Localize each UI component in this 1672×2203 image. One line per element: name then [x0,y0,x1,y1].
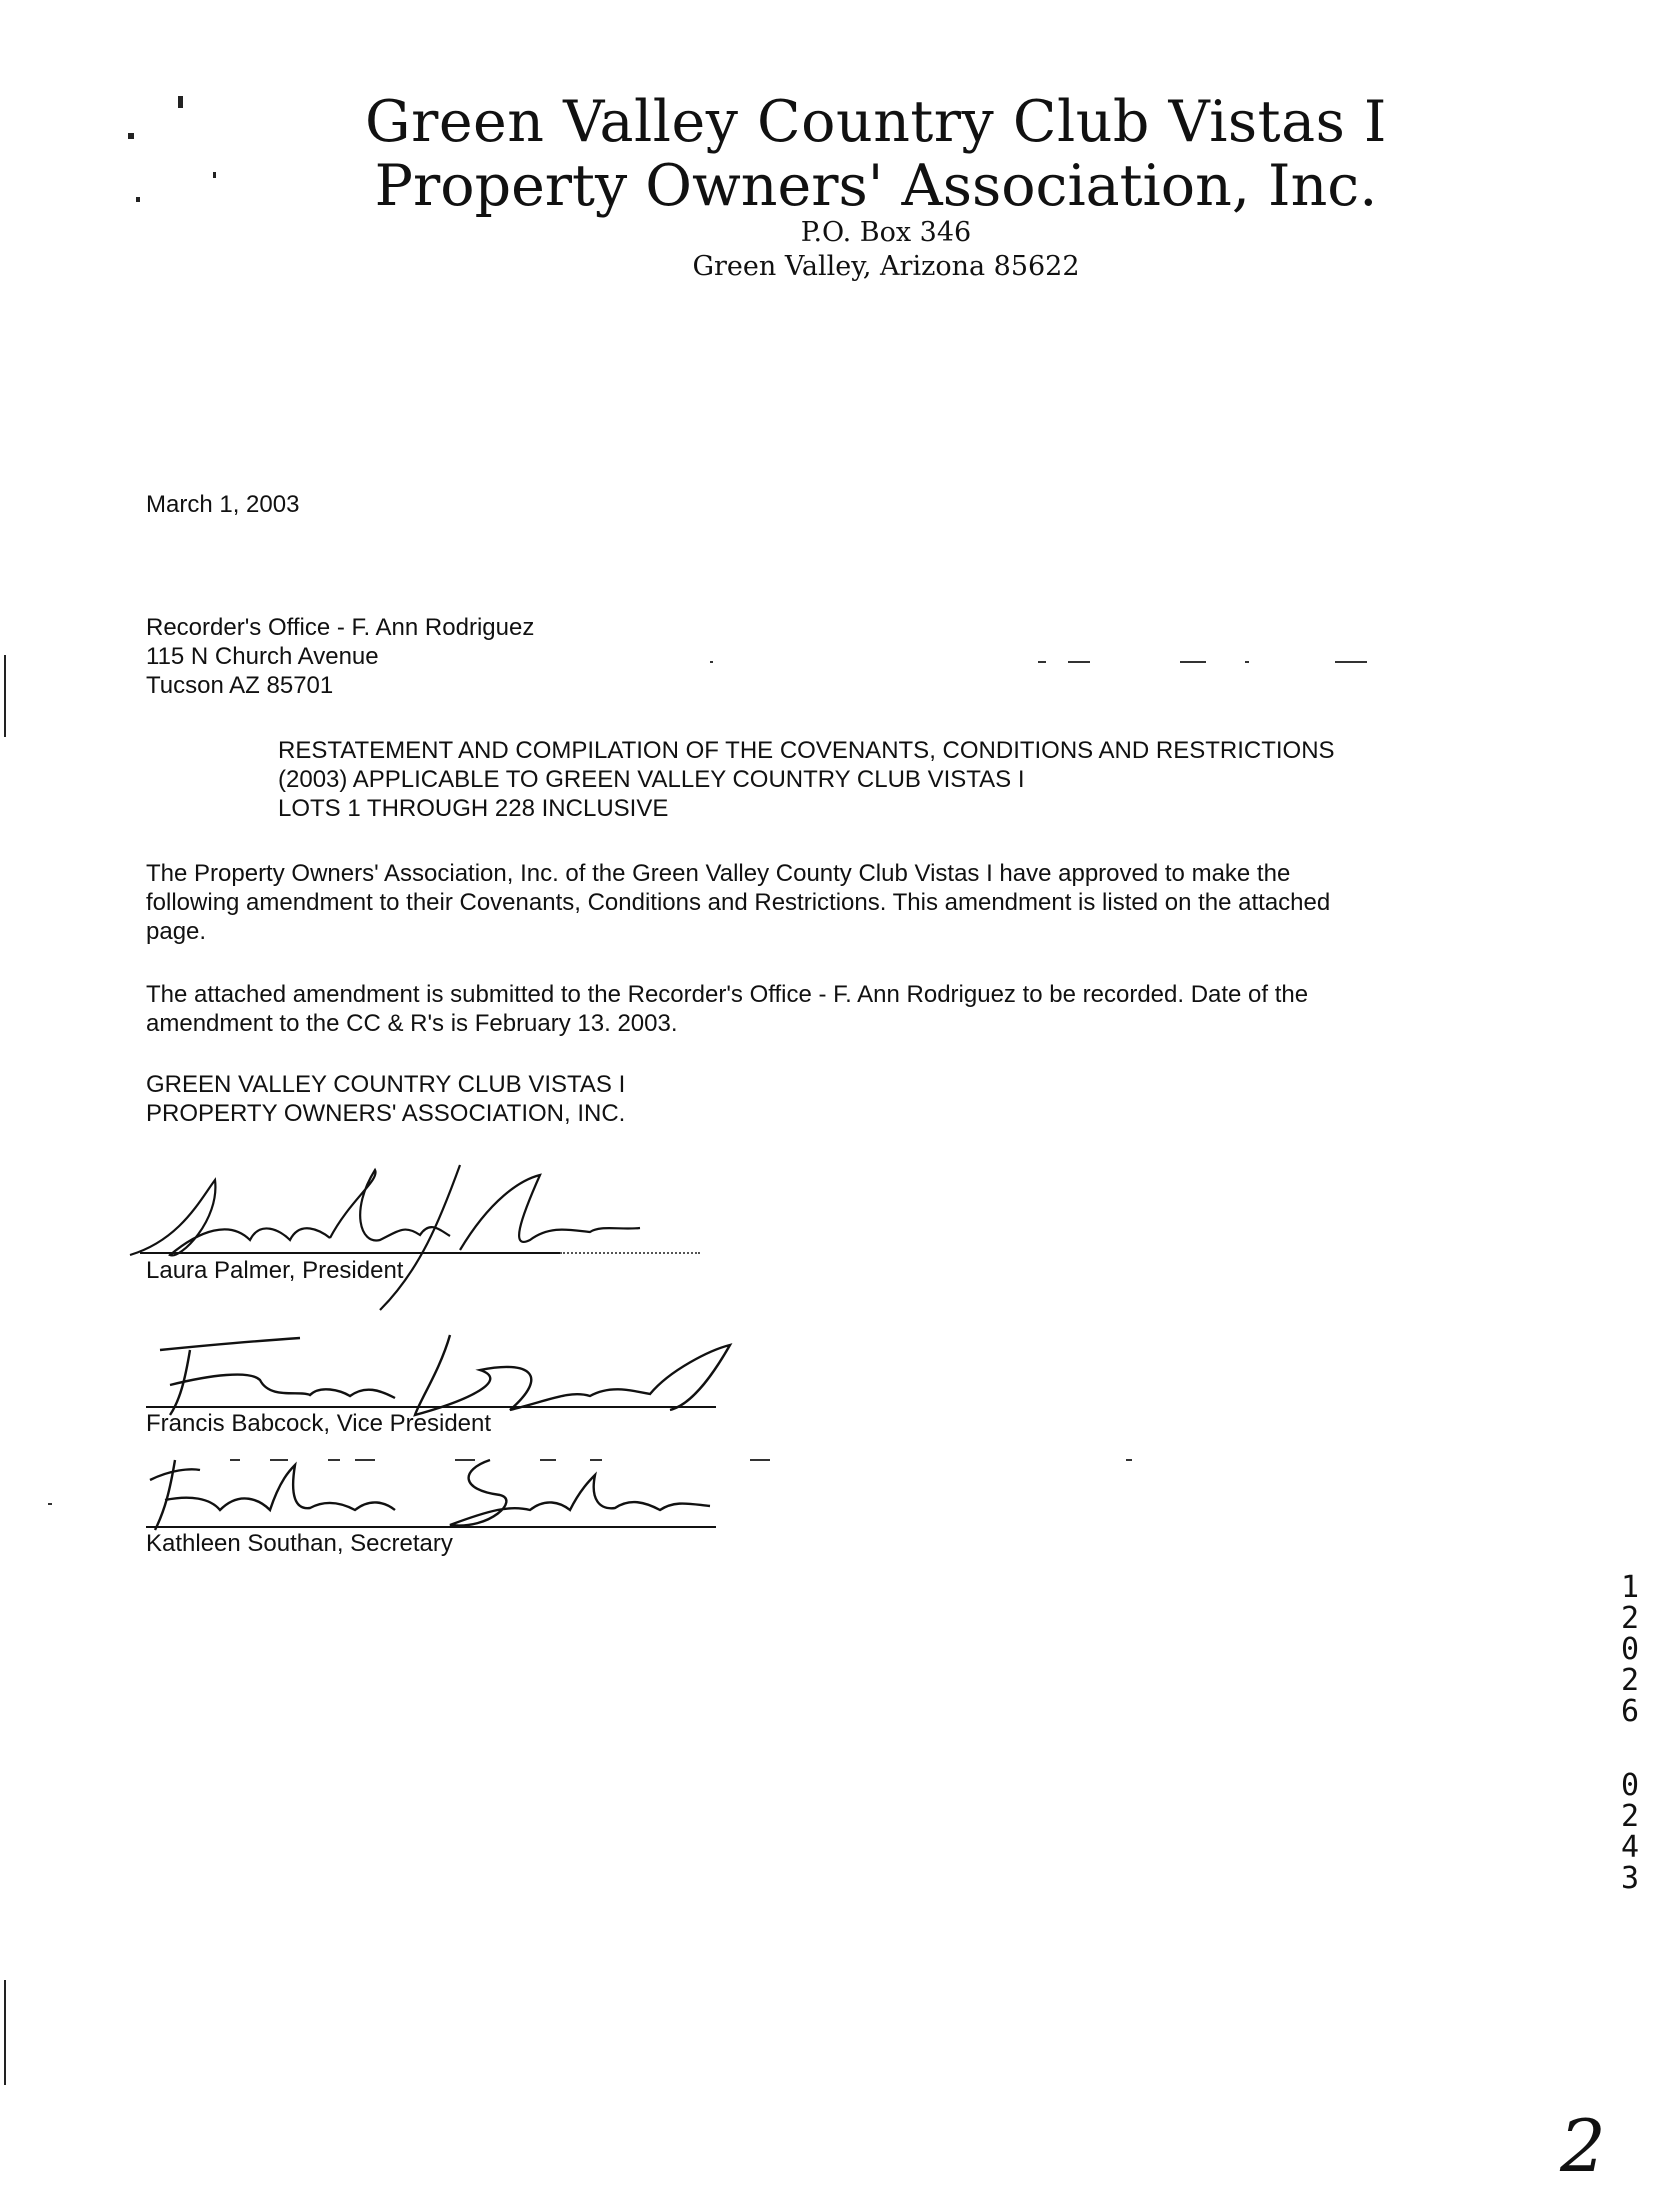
signature-dots-1 [560,1252,700,1254]
subject-block [278,736,1335,823]
recording-digit: 6 [1620,1694,1640,1729]
recording-digit: 0 [1620,1768,1640,1803]
closing-line1: GREEN VALLEY COUNTRY CLUB VISTAS I [146,1071,626,1098]
recording-digit: 2 [1620,1601,1640,1636]
paragraph-approval [146,859,1330,946]
scan-dash [1335,661,1367,663]
signature-kathleen-southan [130,1440,730,1540]
closing-line2: PROPERTY OWNERS' ASSOCIATION, INC. [146,1100,626,1127]
paragraph-submission [146,980,1308,1038]
recording-number-group1 [1610,1572,1650,1727]
closing-block [146,1070,625,1128]
recording-digit: 4 [1620,1830,1640,1865]
recording-digit: 0 [1620,1632,1640,1667]
scan-dash [1245,661,1249,663]
paragraph1-line3: page. [146,918,207,945]
recipient-line1: Recorder's Office - F. Ann Rodriguez [146,614,535,641]
recording-digit: 2 [1620,1663,1640,1698]
scan-speck [213,172,216,178]
signature-line-3 [146,1526,716,1528]
subject-line1: RESTATEMENT AND COMPILATION OF THE COVENANTS, CONDITIONS AND RESTRICTIONS [278,737,1335,764]
recipient-line3: Tucson AZ 85701 [146,672,334,699]
scan-dash [1038,661,1046,663]
signature-laura-palmer [120,1160,660,1320]
signatory-2-name: Francis Babcock, Vice President [146,1410,492,1437]
recording-digit: 1 [1620,1570,1640,1605]
scan-speck [136,197,140,202]
scan-speck [128,133,134,139]
scan-dash [48,1503,52,1505]
signatory-3-name: Kathleen Southan, Secretary [146,1530,453,1557]
po-box: P.O. Box 346 [800,217,972,248]
scan-dash [710,661,713,663]
scan-dash [1068,661,1090,663]
scan-margin-line [4,1980,6,2085]
signatory-1-name: Laura Palmer, President [146,1257,404,1284]
scan-speck [178,96,183,108]
org-name-line1: Green Valley Country Club Vistas I [365,89,1387,155]
paragraph1-line1: The Property Owners' Association, Inc. of the Green Valley County Club Vistas I have approved to make the [146,860,1291,887]
signature-line-2 [146,1406,716,1408]
recording-digit: 2 [1620,1799,1640,1834]
scan-dash [1126,1459,1132,1461]
page-number: 2 [1560,2104,1606,2188]
scan-margin-line [4,655,6,737]
subject-line3: LOTS 1 THROUGH 228 INCLUSIVE [278,795,669,822]
city-state: Green Valley, Arizona 85622 [692,251,1080,282]
paragraph1-line2: following amendment to their Covenants, Conditions and Restrictions. This amendment is listed on the attached [146,889,1331,916]
scan-dash [1180,661,1206,663]
recording-digit: 3 [1620,1861,1640,1896]
paragraph2-line1: The attached amendment is submitted to the Recorder's Office - F. Ann Rodriguez to be recorded. Date of the [146,981,1309,1008]
letter-date: March 1, 2003 [146,491,300,518]
subject-line2: (2003) APPLICABLE TO GREEN VALLEY COUNTRY CLUB VISTAS I [278,766,1025,793]
recipient-line2: 115 N Church Avenue [146,643,379,670]
recording-number-group2 [1610,1770,1650,1894]
paragraph2-line2: amendment to the CC & R's is February 13. 2003. [146,1010,678,1037]
org-name-line2: Property Owners' Association, Inc. [374,153,1378,219]
recipient-address [146,613,534,700]
signature-line-1 [140,1252,560,1254]
scan-dash [750,1459,770,1461]
